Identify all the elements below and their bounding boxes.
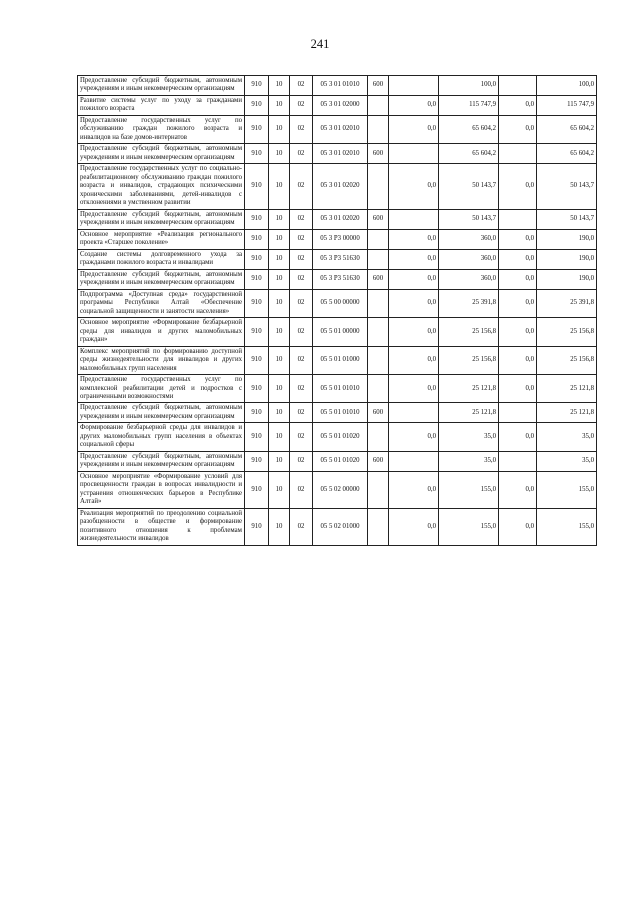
amount-cell-1: 0,0 — [389, 318, 439, 346]
amount-cell-4: 35,0 — [537, 423, 597, 451]
amount-cell-2: 25 156,8 — [439, 346, 499, 374]
section-code-cell: 10 — [269, 375, 290, 403]
ministry-code-cell: 910 — [245, 144, 269, 164]
amount-cell-1: 0,0 — [389, 229, 439, 249]
table-row — [78, 289, 597, 317]
page-number: 241 — [310, 37, 330, 51]
subsection-code-cell: 02 — [290, 229, 313, 249]
amount-cell-2: 360,0 — [439, 229, 499, 249]
amount-cell-4: 25 156,8 — [537, 346, 597, 374]
subsection-code-cell: 02 — [290, 269, 313, 289]
amount-cell-3: 0,0 — [499, 471, 537, 508]
expense-type-cell: 600 — [368, 403, 389, 423]
amount-cell-1 — [389, 76, 439, 96]
table-row — [78, 269, 597, 289]
amount-cell-1: 0,0 — [389, 164, 439, 209]
target-article-cell: 05 5 01 00000 — [313, 318, 368, 346]
section-code-cell: 10 — [269, 209, 290, 229]
ministry-code-cell: 910 — [245, 318, 269, 346]
row-name-cell: Комплекс мероприятий по формированию доступной среды жизнедеятельности для инвалидов и других маломобильных групп населения — [78, 346, 245, 374]
amount-cell-2: 360,0 — [439, 269, 499, 289]
expense-type-cell — [368, 289, 389, 317]
table-body — [78, 76, 597, 546]
amount-cell-1: 0,0 — [389, 95, 439, 115]
table-row — [78, 115, 597, 143]
section-code-cell: 10 — [269, 403, 290, 423]
expense-type-cell — [368, 423, 389, 451]
subsection-code-cell: 02 — [290, 318, 313, 346]
amount-cell-2: 25 391,8 — [439, 289, 499, 317]
amount-cell-4: 65 604,2 — [537, 115, 597, 143]
budget-table — [77, 75, 597, 546]
target-article-cell: 05 3 01 02020 — [313, 209, 368, 229]
target-article-cell: 05 3 01 02000 — [313, 95, 368, 115]
section-code-cell: 10 — [269, 451, 290, 471]
target-article-cell: 05 3 01 01010 — [313, 76, 368, 96]
amount-cell-3: 0,0 — [499, 115, 537, 143]
amount-cell-3: 0,0 — [499, 289, 537, 317]
table-row — [78, 471, 597, 508]
section-code-cell: 10 — [269, 249, 290, 269]
amount-cell-1 — [389, 209, 439, 229]
section-code-cell: 10 — [269, 229, 290, 249]
row-name-cell: Основное мероприятие «Реализация регионального проекта «Старшее поколение» — [78, 229, 245, 249]
amount-cell-3: 0,0 — [499, 95, 537, 115]
target-article-cell: 05 3 01 02010 — [313, 144, 368, 164]
amount-cell-1: 0,0 — [389, 289, 439, 317]
row-name-cell: Основное мероприятие «Формирование безбарьерной среды для инвалидов и других маломобильных граждан» — [78, 318, 245, 346]
section-code-cell: 10 — [269, 508, 290, 545]
amount-cell-2: 65 604,2 — [439, 115, 499, 143]
subsection-code-cell: 02 — [290, 164, 313, 209]
section-code-cell: 10 — [269, 144, 290, 164]
row-name-cell: Предоставление государственных услуг по обслуживанию граждан пожилого возраста и инвалидов на базе домов-интернатов — [78, 115, 245, 143]
subsection-code-cell: 02 — [290, 508, 313, 545]
amount-cell-4: 155,0 — [537, 471, 597, 508]
target-article-cell: 05 3 P3 00000 — [313, 229, 368, 249]
table-row — [78, 451, 597, 471]
subsection-code-cell: 02 — [290, 95, 313, 115]
section-code-cell: 10 — [269, 76, 290, 96]
amount-cell-2: 50 143,7 — [439, 164, 499, 209]
amount-cell-3: 0,0 — [499, 269, 537, 289]
amount-cell-2: 35,0 — [439, 423, 499, 451]
row-name-cell: Предоставление субсидий бюджетным, автономным учреждениям и иным некоммерческим организациям — [78, 76, 245, 96]
amount-cell-4: 25 121,8 — [537, 403, 597, 423]
amount-cell-2: 155,0 — [439, 508, 499, 545]
expense-type-cell: 600 — [368, 451, 389, 471]
amount-cell-3: 0,0 — [499, 423, 537, 451]
row-name-cell: Создание системы долговременного ухода за гражданами пожилого возраста и инвалидами — [78, 249, 245, 269]
amount-cell-3: 0,0 — [499, 229, 537, 249]
subsection-code-cell: 02 — [290, 144, 313, 164]
ministry-code-cell: 910 — [245, 95, 269, 115]
table-row — [78, 144, 597, 164]
table-row — [78, 318, 597, 346]
expense-type-cell — [368, 318, 389, 346]
ministry-code-cell: 910 — [245, 164, 269, 209]
table-row — [78, 346, 597, 374]
amount-cell-4: 190,0 — [537, 249, 597, 269]
row-name-cell: Основное мероприятие «Формирование условий для просвещенности граждан в вопросах инвалидности и устранения отношенческих барьеров в Республике Алтай» — [78, 471, 245, 508]
row-name-cell: Предоставление государственных услуг по социально-реабилитационному обслуживанию граждан пожилого возраста и инвалидов, страдающих психическими хроническими заболеваниями, детей-инвалидов с отклонениями в умственном развитии — [78, 164, 245, 209]
section-code-cell: 10 — [269, 269, 290, 289]
amount-cell-2: 115 747,9 — [439, 95, 499, 115]
amount-cell-4: 65 604,2 — [537, 144, 597, 164]
expense-type-cell — [368, 346, 389, 374]
subsection-code-cell: 02 — [290, 375, 313, 403]
expense-type-cell — [368, 115, 389, 143]
section-code-cell: 10 — [269, 346, 290, 374]
expense-type-cell — [368, 95, 389, 115]
amount-cell-4: 50 143,7 — [537, 164, 597, 209]
expense-type-cell: 600 — [368, 209, 389, 229]
target-article-cell: 05 5 01 01020 — [313, 423, 368, 451]
amount-cell-2: 360,0 — [439, 249, 499, 269]
section-code-cell: 10 — [269, 318, 290, 346]
subsection-code-cell: 02 — [290, 209, 313, 229]
ministry-code-cell: 910 — [245, 451, 269, 471]
amount-cell-2: 25 121,8 — [439, 375, 499, 403]
amount-cell-1: 0,0 — [389, 423, 439, 451]
amount-cell-4: 115 747,9 — [537, 95, 597, 115]
target-article-cell: 05 3 P3 51630 — [313, 249, 368, 269]
expense-type-cell — [368, 508, 389, 545]
ministry-code-cell: 910 — [245, 346, 269, 374]
amount-cell-1: 0,0 — [389, 115, 439, 143]
target-article-cell: 05 3 01 02010 — [313, 115, 368, 143]
table-row — [78, 164, 597, 209]
row-name-cell: Реализация мероприятий по преодолению социальной разобщенности в обществе и формирование позитивного отношения к проблемам жизнедеятельности инвалидов — [78, 508, 245, 545]
amount-cell-4: 25 391,8 — [537, 289, 597, 317]
amount-cell-2: 100,0 — [439, 76, 499, 96]
expense-type-cell — [368, 375, 389, 403]
section-code-cell: 10 — [269, 471, 290, 508]
section-code-cell: 10 — [269, 115, 290, 143]
amount-cell-1 — [389, 451, 439, 471]
subsection-code-cell: 02 — [290, 115, 313, 143]
amount-cell-4: 100,0 — [537, 76, 597, 96]
section-code-cell: 10 — [269, 95, 290, 115]
target-article-cell: 05 5 01 01010 — [313, 375, 368, 403]
subsection-code-cell: 02 — [290, 289, 313, 317]
expense-type-cell: 600 — [368, 144, 389, 164]
amount-cell-3 — [499, 76, 537, 96]
row-name-cell: Предоставление субсидий бюджетным, автономным учреждениям и иным некоммерческим организациям — [78, 209, 245, 229]
expense-type-cell — [368, 164, 389, 209]
section-code-cell: 10 — [269, 289, 290, 317]
subsection-code-cell: 02 — [290, 471, 313, 508]
expense-type-cell — [368, 249, 389, 269]
target-article-cell: 05 5 00 00000 — [313, 289, 368, 317]
ministry-code-cell: 910 — [245, 209, 269, 229]
amount-cell-3 — [499, 403, 537, 423]
ministry-code-cell: 910 — [245, 471, 269, 508]
ministry-code-cell: 910 — [245, 289, 269, 317]
section-code-cell: 10 — [269, 423, 290, 451]
amount-cell-3: 0,0 — [499, 164, 537, 209]
subsection-code-cell: 02 — [290, 451, 313, 471]
target-article-cell: 05 5 01 01000 — [313, 346, 368, 374]
table-row — [78, 423, 597, 451]
expense-type-cell: 600 — [368, 269, 389, 289]
ministry-code-cell: 910 — [245, 76, 269, 96]
expense-type-cell: 600 — [368, 76, 389, 96]
ministry-code-cell: 910 — [245, 269, 269, 289]
amount-cell-1: 0,0 — [389, 471, 439, 508]
row-name-cell: Предоставление государственных услуг по комплексной реабилитации детей и подростков с ограниченными возможностями — [78, 375, 245, 403]
ministry-code-cell: 910 — [245, 375, 269, 403]
target-article-cell: 05 5 01 01020 — [313, 451, 368, 471]
target-article-cell: 05 3 P3 51630 — [313, 269, 368, 289]
amount-cell-4: 25 156,8 — [537, 318, 597, 346]
amount-cell-2: 155,0 — [439, 471, 499, 508]
amount-cell-1: 0,0 — [389, 346, 439, 374]
section-code-cell: 10 — [269, 164, 290, 209]
table-row — [78, 508, 597, 545]
amount-cell-3: 0,0 — [499, 318, 537, 346]
target-article-cell: 05 5 01 01010 — [313, 403, 368, 423]
row-name-cell: Предоставление субсидий бюджетным, автономным учреждениям и иным некоммерческим организациям — [78, 144, 245, 164]
subsection-code-cell: 02 — [290, 423, 313, 451]
amount-cell-4: 35,0 — [537, 451, 597, 471]
amount-cell-2: 65 604,2 — [439, 144, 499, 164]
amount-cell-3 — [499, 144, 537, 164]
amount-cell-2: 50 143,7 — [439, 209, 499, 229]
amount-cell-3 — [499, 451, 537, 471]
row-name-cell: Предоставление субсидий бюджетным, автономным учреждениям и иным некоммерческим организациям — [78, 269, 245, 289]
table-row — [78, 403, 597, 423]
table-row — [78, 95, 597, 115]
target-article-cell: 05 3 01 02020 — [313, 164, 368, 209]
row-name-cell: Предоставление субсидий бюджетным, автономным учреждениям и иным некоммерческим организациям — [78, 451, 245, 471]
target-article-cell: 05 5 02 00000 — [313, 471, 368, 508]
ministry-code-cell: 910 — [245, 508, 269, 545]
ministry-code-cell: 910 — [245, 403, 269, 423]
expense-type-cell — [368, 471, 389, 508]
table-row — [78, 76, 597, 96]
amount-cell-1 — [389, 144, 439, 164]
amount-cell-4: 50 143,7 — [537, 209, 597, 229]
amount-cell-2: 25 121,8 — [439, 403, 499, 423]
ministry-code-cell: 910 — [245, 115, 269, 143]
amount-cell-4: 25 121,8 — [537, 375, 597, 403]
amount-cell-1: 0,0 — [389, 269, 439, 289]
row-name-cell: Подпрограмма «Доступная среда» государственной программы Республики Алтай «Обеспечение социальной защищенности и занятости населения» — [78, 289, 245, 317]
amount-cell-3: 0,0 — [499, 375, 537, 403]
ministry-code-cell: 910 — [245, 249, 269, 269]
subsection-code-cell: 02 — [290, 346, 313, 374]
amount-cell-1 — [389, 403, 439, 423]
subsection-code-cell: 02 — [290, 76, 313, 96]
amount-cell-4: 190,0 — [537, 229, 597, 249]
amount-cell-4: 190,0 — [537, 269, 597, 289]
amount-cell-2: 35,0 — [439, 451, 499, 471]
amount-cell-4: 155,0 — [537, 508, 597, 545]
amount-cell-1: 0,0 — [389, 375, 439, 403]
ministry-code-cell: 910 — [245, 229, 269, 249]
amount-cell-3: 0,0 — [499, 508, 537, 545]
amount-cell-3: 0,0 — [499, 249, 537, 269]
row-name-cell: Формирование безбарьерной среды для инвалидов и других маломобильных групп населения в объектах социальной сферы — [78, 423, 245, 451]
subsection-code-cell: 02 — [290, 249, 313, 269]
amount-cell-3: 0,0 — [499, 346, 537, 374]
ministry-code-cell: 910 — [245, 423, 269, 451]
row-name-cell: Развитие системы услуг по уходу за гражданами пожилого возраста — [78, 95, 245, 115]
amount-cell-1: 0,0 — [389, 249, 439, 269]
table-row — [78, 375, 597, 403]
table-row — [78, 249, 597, 269]
row-name-cell: Предоставление субсидий бюджетным, автономным учреждениям и иным некоммерческим организациям — [78, 403, 245, 423]
amount-cell-3 — [499, 209, 537, 229]
subsection-code-cell: 02 — [290, 403, 313, 423]
table-row — [78, 209, 597, 229]
amount-cell-1: 0,0 — [389, 508, 439, 545]
target-article-cell: 05 5 02 01000 — [313, 508, 368, 545]
table-row — [78, 229, 597, 249]
expense-type-cell — [368, 229, 389, 249]
amount-cell-2: 25 156,8 — [439, 318, 499, 346]
